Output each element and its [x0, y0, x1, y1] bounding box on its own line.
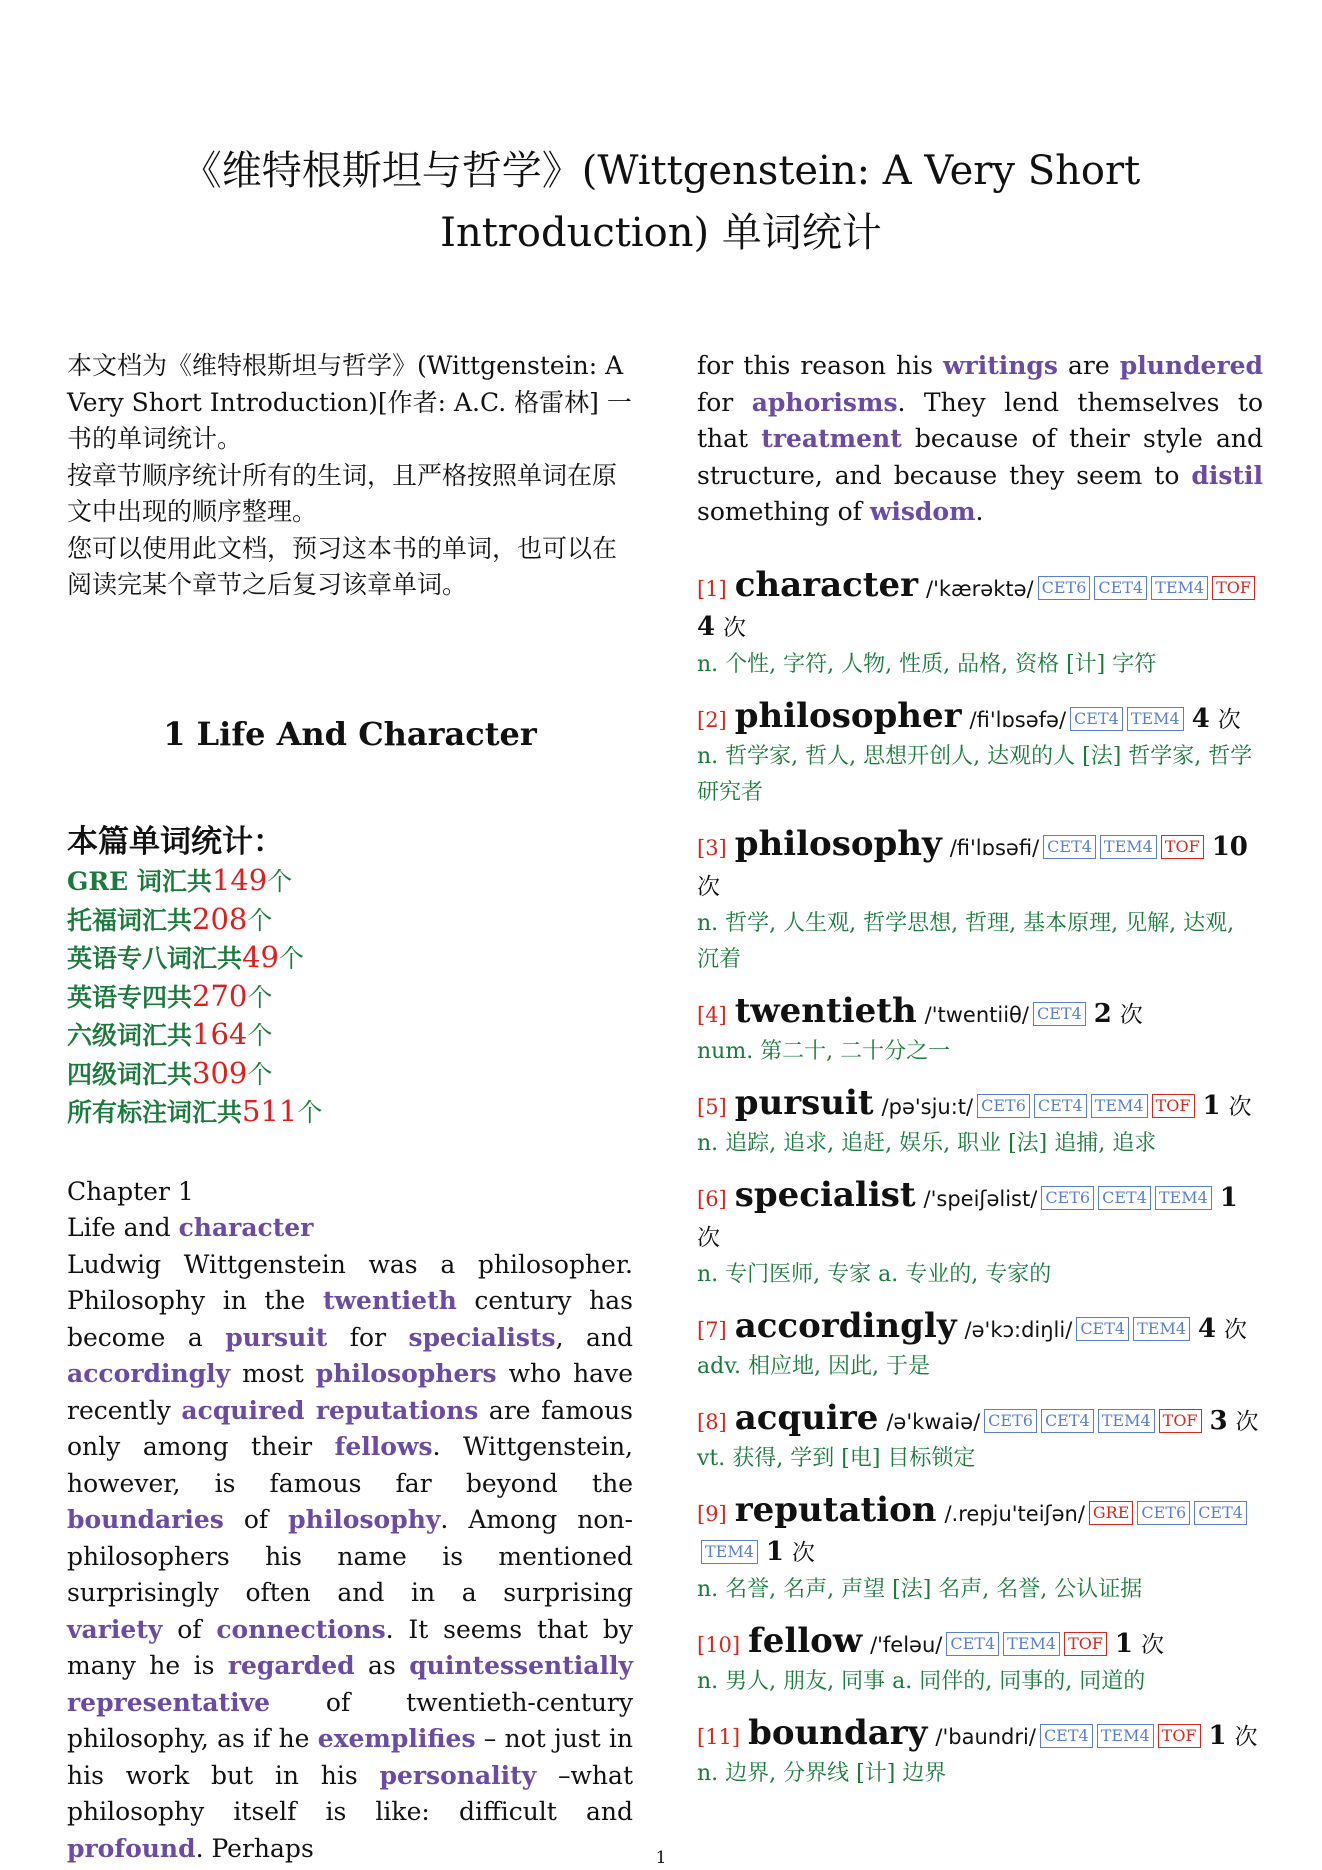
exam-tag: TOF: [1161, 835, 1204, 859]
entry-phonetic: /fi'lɒsəfi/: [949, 835, 1040, 860]
page-number: 1: [655, 1848, 667, 1868]
exam-tag: TEM4: [1003, 1632, 1060, 1656]
intro: [67, 348, 633, 604]
entry-count: 4: [1197, 1313, 1217, 1344]
entry-header: [697, 1082, 1263, 1126]
entry-count: 1: [765, 1536, 784, 1567]
entry-header: [697, 695, 1263, 739]
keyword: pursuit: [225, 1322, 328, 1352]
entry-word: twentieth: [734, 990, 917, 1031]
passage-text-run: . Perhaps: [195, 1833, 314, 1863]
stat-count: 270: [192, 978, 248, 1013]
entry-count: 4: [697, 611, 716, 642]
entry-phonetic: /'feləu/: [870, 1632, 943, 1657]
left-column: [67, 348, 633, 1867]
vocab-entry: [697, 695, 1263, 811]
entry-header: [697, 990, 1263, 1034]
stat-line: [67, 862, 633, 901]
vocab-entry: [697, 1620, 1263, 1700]
passage-text-run: of: [223, 1505, 289, 1534]
entry-header: [697, 1489, 1263, 1572]
stat-label: 托福词汇共: [67, 905, 193, 935]
passage-text-run: for: [327, 1322, 409, 1352]
entry-count: 3: [1209, 1405, 1228, 1436]
passage-text-run: –what philosophy itself is like: difficult and: [67, 1760, 633, 1826]
passage-text-run: of twentieth-century philosophy, as if he: [67, 1687, 633, 1753]
entry-header: [697, 1397, 1263, 1441]
passage-text-run: because of their style and structure, and because they seem to: [697, 424, 1264, 490]
entry-count: 1: [1208, 1720, 1227, 1751]
vocab-entry: [697, 1305, 1263, 1385]
stat-line: [67, 1093, 633, 1132]
entry-word: philosopher: [734, 695, 962, 736]
stat-unit: 个: [278, 944, 304, 973]
stat-count: 49: [242, 940, 279, 974]
entry-count: 1: [1202, 1090, 1221, 1121]
stat-count: 208: [192, 901, 248, 936]
passage-text-run: Ludwig Wittgenstein was a philosopher. Philosophy in the: [67, 1249, 633, 1315]
stat-unit: 个: [247, 905, 273, 935]
entry-header: [697, 1305, 1263, 1349]
entry-word: accordingly: [734, 1305, 957, 1346]
entry-phonetic: /'baundri/: [935, 1724, 1036, 1749]
entry-index: [2]: [697, 707, 727, 732]
entry-count-suffix: 次: [1224, 1316, 1248, 1343]
entry-count-suffix: 次: [697, 873, 720, 900]
exam-tag: CET4: [1098, 1186, 1151, 1210]
stat-line: [67, 901, 633, 940]
exam-tag: GRE: [1089, 1501, 1134, 1525]
exam-tag: TEM4: [1100, 835, 1157, 859]
entry-index: [3]: [697, 835, 727, 860]
entry-index: [9]: [697, 1501, 727, 1526]
entry-count: 1: [1114, 1628, 1134, 1659]
vocab-entry: [697, 564, 1263, 683]
entry-index: [1]: [697, 576, 727, 601]
passage-text-run: . Wittgenstein, however, is famous far beyond the: [67, 1432, 633, 1498]
entry-count-suffix: 次: [791, 1539, 815, 1566]
keyword: wisdom: [869, 497, 976, 526]
intro-line: 您可以使用此文档，预习这本书的单词，也可以在阅读完某个章节之后复习该章单词。: [67, 533, 618, 599]
exam-tag: CET4: [1040, 1724, 1093, 1748]
stat-unit: 个: [247, 1021, 273, 1050]
stat-line: [67, 1055, 633, 1094]
word-stats: [67, 822, 633, 1132]
exam-tag: CET4: [1194, 1501, 1247, 1525]
exam-tag: CET4: [1094, 576, 1147, 600]
stat-label: 所有标注词汇共: [67, 1098, 243, 1127]
stat-count: 149: [211, 863, 268, 897]
exam-tag: TEM4: [701, 1540, 758, 1564]
stat-line: [67, 978, 633, 1017]
entry-word: reputation: [734, 1489, 937, 1530]
keyword: aphorisms: [751, 387, 898, 417]
entry-word: character: [734, 564, 919, 605]
entry-header: [697, 1174, 1263, 1257]
entry-word: fellow: [748, 1620, 863, 1661]
exam-tag: CET6: [1137, 1501, 1190, 1525]
passage-text-run: , and: [555, 1322, 633, 1352]
vocabulary-list: [697, 564, 1263, 1792]
stat-unit: 个: [267, 867, 293, 896]
entry-index: [4]: [697, 1002, 727, 1027]
exam-tag: TOF: [1159, 1409, 1202, 1433]
passage-text-run: . They lend themselves to that: [697, 387, 1264, 453]
keyword: treatment: [761, 424, 902, 453]
entry-index: [10]: [697, 1632, 741, 1657]
entry-count-suffix: 次: [1217, 706, 1241, 733]
stat-label: 英语专四共: [67, 982, 193, 1012]
page-title: 《维特根斯坦与哲学》(Wittgenstein: A Very Short Introduction) 单词统计: [181, 148, 1141, 256]
entry-index: [11]: [697, 1724, 741, 1749]
exam-tag: TOF: [1152, 1094, 1195, 1118]
entry-definition: n. 哲学家, 哲人, 思想开创人, 达观的人 [法] 哲学家, 哲学研究者: [697, 743, 1253, 805]
entry-definition: n. 哲学, 人生观, 哲学思想, 哲理, 基本原理, 见解, 达观, 沉着: [697, 910, 1235, 972]
exam-tag: TEM4: [1098, 1409, 1155, 1433]
exam-tag: CET6: [977, 1094, 1030, 1118]
chapter-heading-text: Life and: [67, 1213, 179, 1242]
passage-text-run: most: [230, 1359, 316, 1388]
vocab-entry: [697, 1489, 1263, 1608]
entry-phonetic: /'speiʃəlist/: [923, 1186, 1038, 1211]
passage-text-continued: [697, 348, 1263, 531]
stat-unit: 个: [247, 982, 273, 1012]
keyword: accordingly: [67, 1359, 231, 1388]
passage-text-run: . Among non-philosophers his name is mentioned surprisingly often and in a surprising: [67, 1505, 633, 1607]
entry-word: boundary: [748, 1712, 928, 1753]
entry-header: [697, 1620, 1263, 1664]
entry-definition: n. 边界, 分界线 [计] 边界: [697, 1760, 947, 1786]
keyword: specialists: [408, 1322, 556, 1352]
section-heading: 1 Life And Character: [163, 714, 537, 753]
entry-phonetic: /ə'kɔ:diŋli/: [964, 1317, 1073, 1342]
exam-tag: CET6: [1038, 576, 1091, 600]
exam-tag: TEM4: [1133, 1317, 1190, 1341]
right-column: [697, 348, 1263, 1807]
entry-definition: n. 追踪, 追求, 追赶, 娱乐, 职业 [法] 追捕, 追求: [697, 1130, 1157, 1156]
entry-definition: adv. 相应地, 因此, 于是: [697, 1353, 930, 1379]
stat-unit: 个: [297, 1098, 323, 1127]
chapter-heading: [67, 1210, 633, 1247]
vocab-entry: [697, 823, 1263, 978]
exam-tag: CET4: [1076, 1317, 1129, 1341]
exam-tag: TOF: [1212, 576, 1255, 600]
keyword: profound: [67, 1833, 196, 1863]
keyword: exemplifies: [317, 1724, 476, 1753]
entry-phonetic: /pə'sju:t/: [881, 1094, 974, 1119]
keyword: connections: [216, 1614, 386, 1644]
entry-definition: n. 个性, 字符, 人物, 性质, 品格, 资格 [计] 字符: [697, 651, 1157, 677]
entry-count-suffix: 次: [1235, 1408, 1259, 1435]
exam-tag: CET4: [1034, 1094, 1087, 1118]
passage-text-run: for: [697, 387, 752, 417]
passage-text-run: are: [1057, 351, 1120, 380]
entry-index: [7]: [697, 1317, 727, 1342]
entry-header: [697, 564, 1263, 647]
stats-title: 本篇单词统计：: [67, 824, 284, 860]
entry-definition: n. 名誉, 名声, 声望 [法] 名声, 名誉, 公认证据: [697, 1576, 1143, 1602]
stat-line: [67, 939, 633, 978]
exam-tag: CET4: [1041, 1409, 1094, 1433]
exam-tag: TOF: [1158, 1724, 1201, 1748]
passage-text-run: century has become a: [67, 1286, 633, 1352]
keyword: philosophers: [315, 1359, 497, 1388]
entry-index: [5]: [697, 1094, 727, 1119]
vocab-entry: [697, 1082, 1263, 1162]
vocab-entry: [697, 990, 1263, 1070]
vocab-entry: [697, 1712, 1263, 1792]
keyword: quintessentially representative: [67, 1651, 633, 1717]
keyword: twentieth: [322, 1286, 457, 1315]
passage-text-run: . It seems that by many he is: [67, 1614, 633, 1680]
keyword: regarded: [227, 1651, 355, 1680]
stat-label: GRE 词汇共: [67, 867, 212, 896]
vocab-entry: [697, 1397, 1263, 1477]
entry-count-suffix: 次: [1140, 1631, 1164, 1658]
stat-label: 四级词汇共: [67, 1059, 193, 1089]
entry-count-suffix: 次: [1234, 1723, 1258, 1750]
passage-text-run: for this reason his: [697, 351, 943, 380]
keyword: distil: [1191, 460, 1263, 490]
exam-tag: TEM4: [1127, 707, 1184, 731]
vocab-entry: [697, 1174, 1263, 1293]
keyword: character: [178, 1213, 314, 1242]
exam-tag: TEM4: [1097, 1724, 1154, 1748]
keyword: philosophy: [288, 1505, 441, 1534]
keyword: boundaries: [67, 1505, 224, 1534]
passage-text: [67, 1247, 633, 1868]
entry-index: [6]: [697, 1186, 727, 1211]
entry-word: acquire: [734, 1397, 879, 1438]
stat-count: 164: [192, 1017, 248, 1051]
intro-line: 本文档为《维特根斯坦与哲学》(Wittgenstein: A Very Short Introduction)[作者: A.C. 格雷林] 一书的单词统计。: [67, 351, 632, 453]
entry-count-suffix: 次: [697, 1224, 720, 1251]
exam-tag: TEM4: [1091, 1094, 1148, 1118]
entry-phonetic: /'kærəktə/: [926, 576, 1034, 601]
entry-definition: vt. 获得, 学到 [电] 目标锁定: [697, 1445, 976, 1471]
passage-text-run: as: [354, 1651, 410, 1680]
keyword: personality: [379, 1760, 537, 1790]
passage-text-run: .: [975, 497, 984, 526]
passage-text-run: who have recently: [67, 1359, 634, 1425]
entry-index: [8]: [697, 1409, 727, 1434]
stat-count: 309: [192, 1055, 248, 1090]
entry-phonetic: /ə'kwaiə/: [886, 1409, 981, 1434]
exam-tag: TEM4: [1151, 576, 1208, 600]
entry-phonetic: /'twentiiθ/: [924, 1002, 1029, 1027]
keyword: writings: [943, 351, 1058, 380]
passage-text-run: are famous only among their: [67, 1395, 634, 1461]
keyword: variety: [67, 1614, 163, 1644]
entry-header: [697, 1712, 1263, 1756]
passage-text-run: of: [162, 1614, 217, 1644]
exam-tag: TOF: [1064, 1632, 1107, 1656]
exam-tag: CET4: [1043, 835, 1096, 859]
stat-unit: 个: [247, 1059, 273, 1089]
entry-count: 10: [1211, 831, 1248, 862]
exam-tag: TEM4: [1155, 1186, 1212, 1210]
entry-definition: n. 专门医师, 专家 a. 专业的, 专家的: [697, 1261, 1052, 1287]
keyword: plundered: [1119, 351, 1264, 380]
stat-label: 六级词汇共: [67, 1021, 193, 1050]
entry-count-suffix: 次: [723, 614, 747, 641]
entry-phonetic: /.repju'teiʃən/: [944, 1501, 1085, 1526]
keyword: acquired reputations: [181, 1395, 479, 1425]
stat-label: 英语专八词汇共: [67, 944, 243, 973]
entry-count-suffix: 次: [1228, 1093, 1252, 1120]
exam-tag: CET6: [984, 1409, 1037, 1433]
chapter-label: Chapter 1: [67, 1176, 194, 1206]
entry-word: philosophy: [734, 823, 942, 864]
entry-word: pursuit: [734, 1082, 874, 1123]
entry-phonetic: /fi'lɒsəfə/: [969, 707, 1067, 732]
exam-tag: CET6: [1041, 1186, 1094, 1210]
stat-count: 511: [242, 1094, 298, 1128]
exam-tag: CET4: [1033, 1002, 1086, 1026]
entry-definition: n. 男人, 朋友, 同事 a. 同伴的, 同事的, 同道的: [697, 1668, 1146, 1694]
entry-definition: num. 第二十, 二十分之一: [697, 1038, 951, 1064]
entry-count-suffix: 次: [1119, 1001, 1143, 1028]
entry-header: [697, 823, 1263, 906]
entry-count: 4: [1191, 703, 1210, 734]
exam-tag: CET4: [1070, 707, 1123, 731]
entry-word: specialist: [734, 1174, 916, 1215]
entry-count: 2: [1093, 998, 1112, 1029]
passage-text-run: – not just in his work but in his: [67, 1724, 633, 1790]
exam-tag: CET4: [946, 1632, 999, 1656]
stats-list: [67, 862, 633, 1132]
entry-count: 1: [1219, 1182, 1238, 1213]
passage-text-run: something of: [697, 497, 870, 526]
stat-line: [67, 1016, 633, 1055]
keyword: fellows: [334, 1432, 433, 1461]
intro-line: 按章节顺序统计所有的生词，且严格按照单词在原文中出现的顺序整理。: [67, 460, 618, 526]
